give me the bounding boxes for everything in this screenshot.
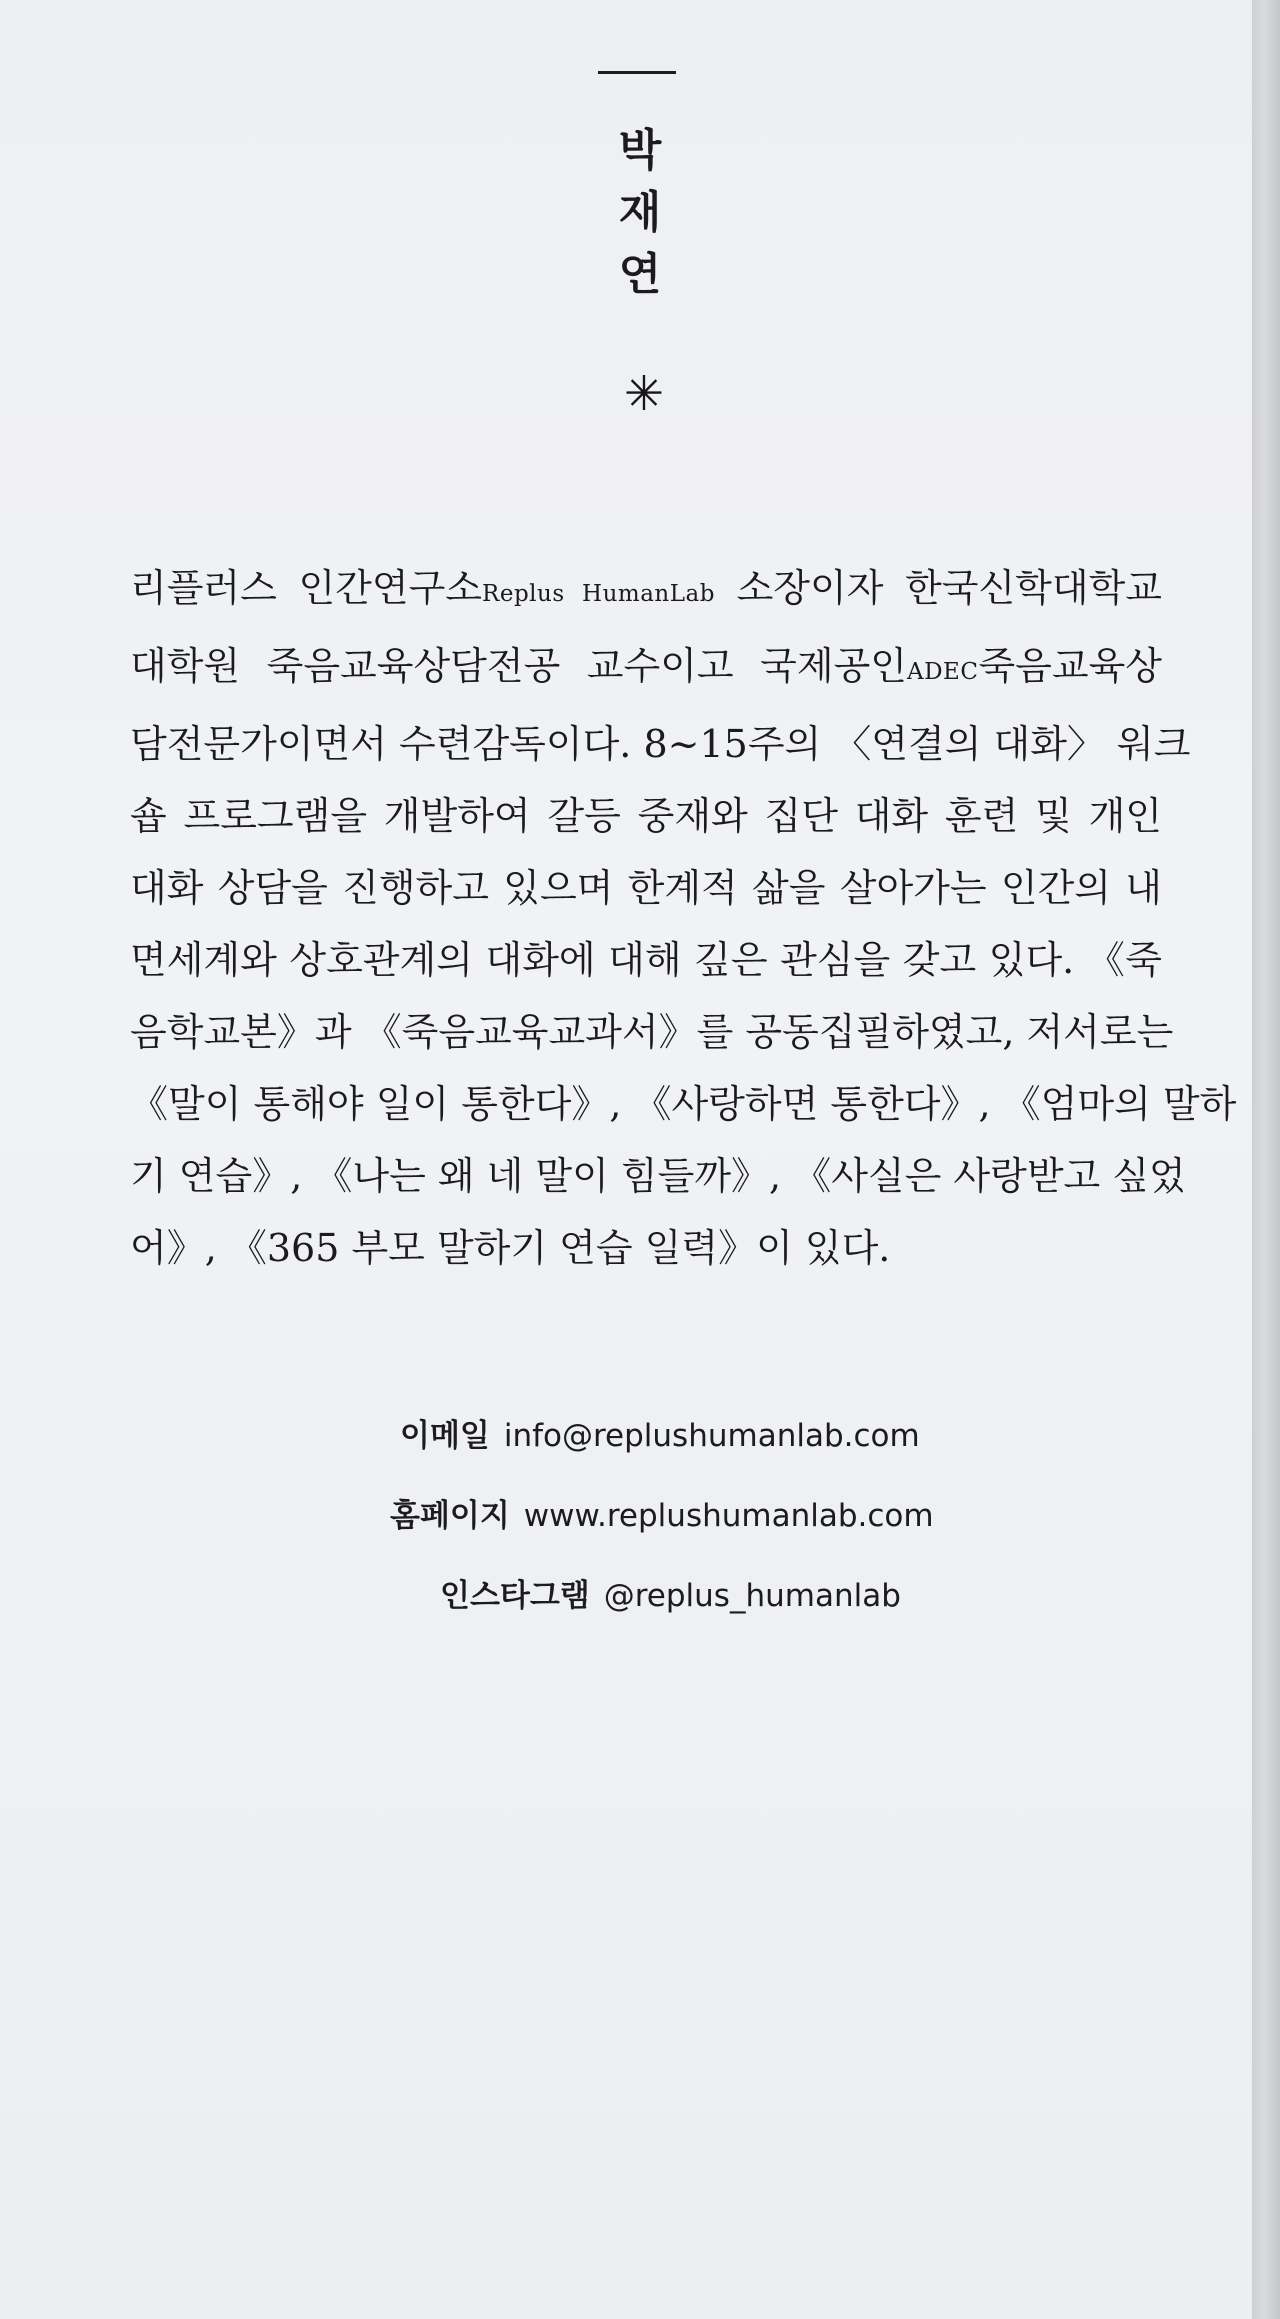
- author-bio: [130, 552, 1237, 1284]
- author-name: [600, 120, 680, 306]
- bio-line: 대화 상담을 진행하고 있으며 한계적 삶을 살아가는 인간의 내: [130, 866, 1162, 910]
- author-name-char: 재: [618, 187, 662, 238]
- bio-small-caps: ADEC: [907, 659, 979, 685]
- homepage-value: www.replushumanlab.com: [523, 1498, 934, 1534]
- email-label: 이메일: [400, 1418, 490, 1454]
- bio-text: 죽음교육상: [978, 644, 1162, 688]
- page-edge: [1252, 0, 1280, 2319]
- email-row: [400, 1410, 920, 1455]
- email-value: info@replushumanlab.com: [503, 1418, 920, 1454]
- bio-line: 어》, 《365 부모 말하기 연습 일력》이 있다.: [130, 1226, 891, 1270]
- bio-text: 리플러스 인간연구소: [130, 566, 483, 610]
- bio-line: 기 연습》, 《나는 왜 네 말이 힘들까》, 《사실은 사랑받고 싶었: [130, 1154, 1186, 1198]
- bio-line: 《말이 통해야 일이 통한다》, 《사랑하면 통한다》, 《엄마의 말하: [130, 1082, 1237, 1126]
- bio-line: 숍 프로그램을 개발하여 갈등 중재와 집단 대화 훈련 및 개인: [130, 794, 1162, 838]
- instagram-row: [440, 1570, 901, 1615]
- bio-small-caps: Replus HumanLab: [482, 581, 715, 607]
- author-name-char: 연: [618, 249, 662, 300]
- instagram-label: 인스타그램: [440, 1578, 590, 1614]
- bio-line: 음학교본》과 《죽음교육교과서》를 공동집필하였고, 저서로는: [130, 1010, 1174, 1054]
- bio-line: [130, 630, 1162, 708]
- bio-text: 대학원 죽음교육상담전공 교수이고 국제공인: [130, 644, 907, 688]
- instagram-value: @replus_humanlab: [603, 1578, 901, 1614]
- top-rule: [598, 71, 676, 74]
- author-name-char: 박: [618, 125, 662, 176]
- bio-line: 담전문가이면서 수련감독이다. 8~15주의 〈연결의 대화〉 워크: [130, 722, 1191, 766]
- homepage-label: 홈페이지: [390, 1498, 510, 1534]
- bio-line: 면세계와 상호관계의 대화에 대해 깊은 관심을 갖고 있다. 《죽: [130, 938, 1162, 982]
- asterisk-ornament-icon: ✳: [623, 366, 665, 422]
- bio-line: [130, 552, 1162, 630]
- bio-text: 소장이자 한국신학대학교: [714, 566, 1163, 610]
- homepage-row: [390, 1490, 934, 1535]
